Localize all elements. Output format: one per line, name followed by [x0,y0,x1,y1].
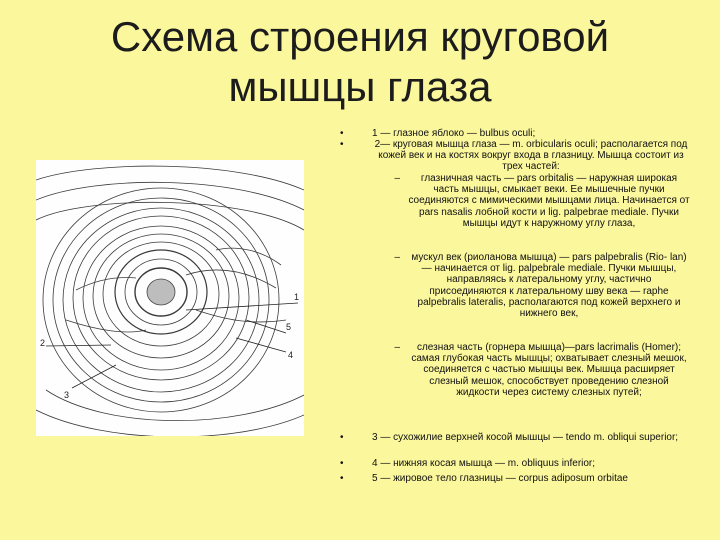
bullet-icon: • [340,432,344,443]
title-line-2: мышцы глаза [228,63,492,110]
list-item-text: 2— круговая мышца глаза — m. orbicularis oculi; располагается под кожей век и на костях вокруг входа в глазницу. Мышца состоит из трех частей: [374,139,688,173]
eye-muscle-illustration [36,160,304,436]
eye-diagram-svg [36,160,304,436]
slide-title [60,12,660,112]
bullet-icon: • [340,458,344,469]
list-item-text: 1 — глазное яблоко — bulbus oculi; [372,128,536,139]
figure-label-3: 3 [64,390,70,400]
sub-item-text: мускул век (риоланова мышца) — pars palpebralis (Rio- lan) — начинается от lig. palpebrale mediale. Пучки мышцы, направляясь к латеральному углу, частично присоединяются к латеральному шву века — raphe palpebralis lateralis, располагаются под кожей верхнего и нижнего век, [411,252,687,320]
bullet-icon: • [340,139,344,150]
figure-label-1: 1 [294,292,300,302]
figure-label-2: 2 [40,338,46,348]
sub-item-text: глазничная часть — pars orbitalis — наружная широкая часть мышцы, смыкает веки. Ее мышечные пучки соединяются с мимическими мышцами лица. Начинается от pars nasalis лобной кости и lig. palpebrae mediale. Пучки мышцы идут к наружному углу глаза, [408,173,690,229]
figure-label-5: 5 [286,322,292,332]
dash-icon: – [394,252,400,263]
bullet-icon: • [340,128,344,139]
figure-label-4: 4 [288,350,294,360]
list-item-text: 4 — нижняя косая мышца — m. obliquus inferior; [372,458,596,469]
list-item-text: 5 — жировое тело глазницы — corpus adiposum orbitae [372,473,628,484]
dash-icon: – [394,342,400,353]
title-line-1: Схема строения круговой [110,13,610,60]
dash-icon: – [394,173,400,184]
bullet-icon: • [340,473,344,484]
list-item-text: 3 — сухожилие верхней косой мышцы — tendo m. obliqui superior; [372,432,679,443]
sub-item-text: слезная часть (горнера мышца)—pars lacrimalis (Homer); самая глубокая часть мышцы; охватывает слезный мешок, соединяется с частью мышцы век. Мышца расширяет слезный мешок, способствует проведению слезной жидкости через систему слезных путей; [411,342,687,398]
